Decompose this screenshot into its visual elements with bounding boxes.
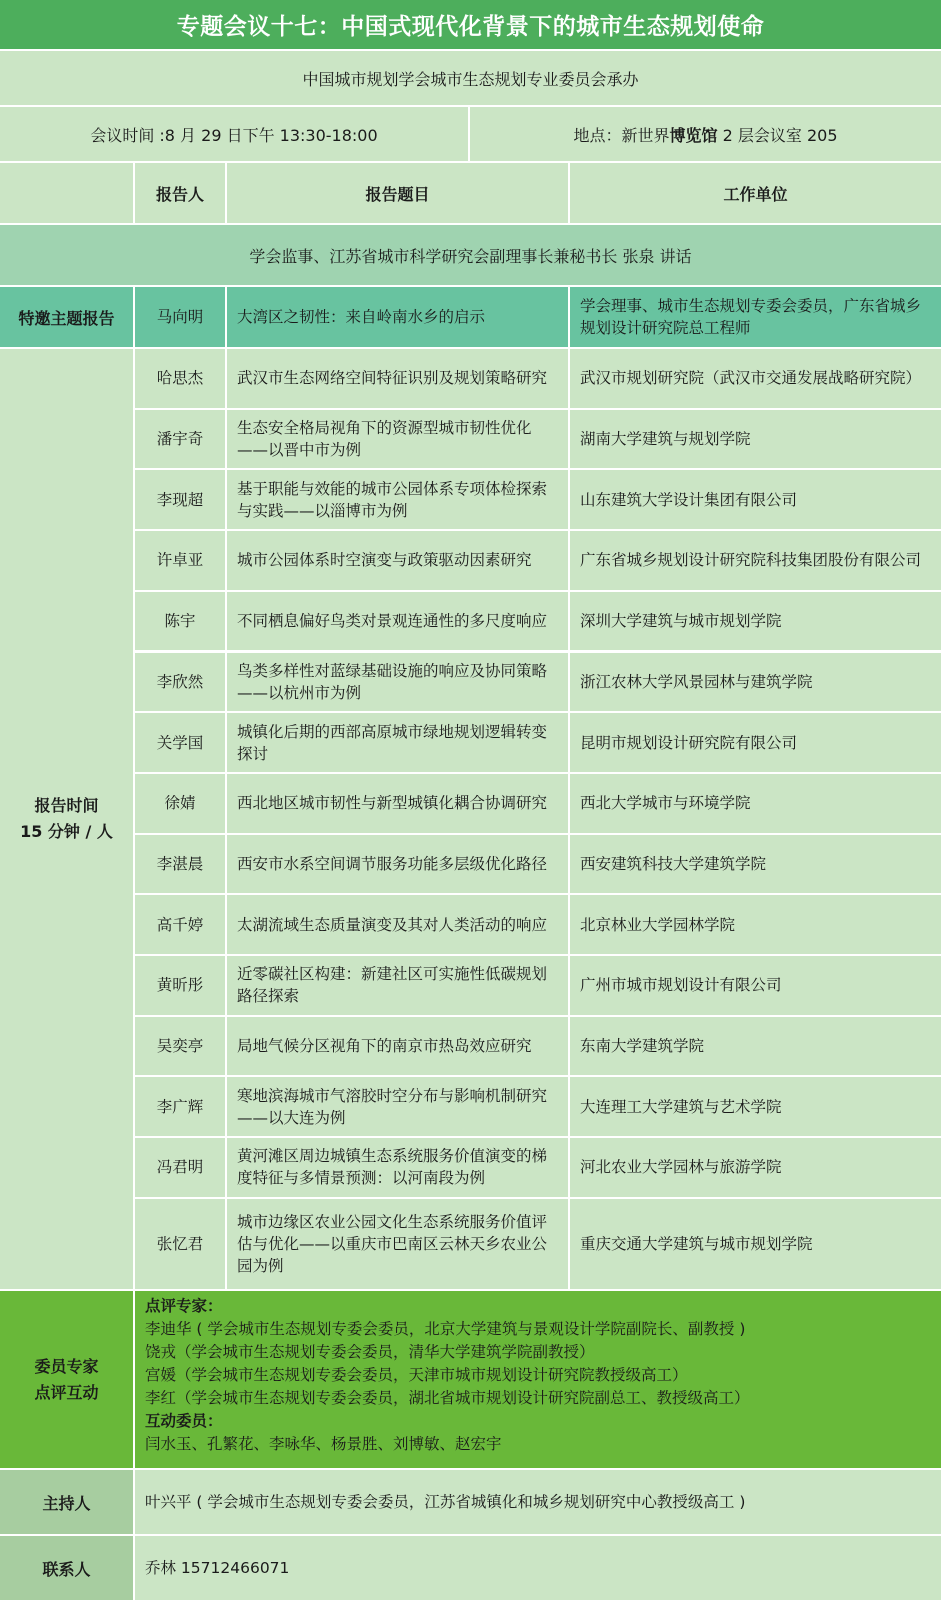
report-speaker-text: 陈宇 [164, 612, 196, 631]
report-speaker-text: 许卓亚 [156, 551, 204, 570]
expert-item: 宫媛（学会城市生态规划专委会委员，天津市城市规划设计研究院教授级高工） [145, 1366, 688, 1384]
organizer-text: 中国城市规划学会城市生态规划专业委员会承办 [302, 69, 639, 89]
experts-heading: 点评专家： [145, 1297, 223, 1315]
report-topic-text: 不同栖息偏好鸟类对景观连通性的多尺度响应 [237, 612, 548, 631]
page-title [0, 0, 941, 49]
report-speaker-text: 冯君明 [156, 1158, 204, 1177]
report-unit-text: 大连理工大学建筑与艺术学院 [580, 1097, 782, 1116]
report-speaker [135, 713, 225, 772]
report-speaker-text: 关学国 [156, 733, 204, 752]
report-speaker [135, 349, 225, 408]
keynote-topic-text: 大湾区之韧性：来自岭南水乡的启示 [237, 308, 486, 326]
review-label-line1: 委员专家 [34, 1356, 99, 1376]
keynote-label [0, 287, 133, 347]
report-topic [227, 956, 568, 1015]
meeting-location [470, 107, 941, 161]
meeting-time-text: 会议时间 :8 月 29 日下午 13:30-18:00 [90, 125, 378, 145]
report-unit [570, 349, 941, 408]
report-unit [570, 774, 941, 833]
report-topic [227, 1017, 568, 1076]
report-unit-text: 深圳大学建筑与城市规划学院 [580, 612, 782, 631]
review-label [0, 1291, 133, 1468]
report-speaker [135, 895, 225, 954]
report-speaker-text: 李广辉 [156, 1097, 204, 1116]
report-unit-text: 重庆交通大学建筑与城市规划学院 [580, 1234, 813, 1253]
report-speaker [135, 592, 225, 651]
report-unit-text: 东南大学建筑学院 [580, 1037, 705, 1056]
report-speaker-text: 潘宇奇 [156, 430, 204, 449]
report-unit [570, 1138, 941, 1197]
contact-value-text: 乔林 15712466071 [145, 1559, 290, 1577]
report-speaker [135, 1199, 225, 1289]
report-speaker [135, 1077, 225, 1136]
report-unit [570, 713, 941, 772]
report-topic [227, 835, 568, 894]
report-speaker-text: 李欣然 [156, 672, 204, 691]
report-topic [227, 410, 568, 469]
report-topic [227, 349, 568, 408]
report-speaker-text: 徐婧 [164, 794, 196, 813]
session-time-label [0, 349, 133, 1289]
report-topic-text: 武汉市生态网络空间特征识别及规划策略研究 [237, 369, 548, 388]
report-unit-text: 西北大学城市与环境学院 [580, 794, 751, 813]
report-topic [227, 592, 568, 651]
report-topic-text: 近零碳社区构建：新建社区可实施性低碳规划路径探索 [237, 965, 548, 1006]
report-unit-text: 西安建筑科技大学建筑学院 [580, 854, 767, 873]
report-unit [570, 653, 941, 712]
keynote-topic [227, 287, 568, 347]
opening-speech-text: 学会监事、江苏省城市科学研究会副理事长兼秘书长 张泉 讲话 [249, 246, 692, 266]
review-content [135, 1291, 941, 1468]
meeting-location-text [573, 123, 837, 146]
report-topic-text: 西安市水系空间调节服务功能多层级优化路径 [237, 854, 548, 873]
header-unit [570, 163, 941, 223]
host-label [0, 1470, 133, 1534]
report-unit-text: 河北农业大学园林与旅游学院 [580, 1158, 782, 1177]
report-speaker [135, 835, 225, 894]
report-speaker [135, 1138, 225, 1197]
report-unit-text: 湖南大学建筑与规划学院 [580, 430, 751, 449]
report-unit [570, 895, 941, 954]
report-speaker [135, 956, 225, 1015]
report-topic [227, 713, 568, 772]
report-topic-text: 太湖流域生态质量演变及其对人类活动的响应 [237, 915, 548, 934]
report-speaker-text: 李现超 [156, 490, 204, 509]
report-topic-text: 局地气候分区视角下的南京市热岛效应研究 [237, 1037, 532, 1056]
keynote-unit-text: 学会理事、城市生态规划专委会委员，广东省城乡规划设计研究院总工程师 [580, 297, 922, 337]
report-topic-text: 城市边缘区农业公园文化生态系统服务价值评估与优化——以重庆市巴南区云林天乡农业公园为例 [237, 1212, 548, 1275]
header-unit-text: 工作单位 [723, 184, 788, 204]
report-unit-text: 广州市城市规划设计有限公司 [580, 976, 782, 995]
report-unit [570, 470, 941, 529]
contact-value [135, 1536, 941, 1600]
header-speaker-text: 报告人 [155, 184, 204, 204]
report-unit-text: 广东省城乡规划设计研究院科技集团股份有限公司 [580, 551, 922, 570]
keynote-speaker-text: 马向明 [156, 308, 204, 326]
meeting-time [0, 107, 468, 161]
report-unit-text: 武汉市规划研究院（武汉市交通发展战略研究院） [580, 369, 922, 388]
organizer-row [0, 51, 941, 105]
report-topic [227, 895, 568, 954]
report-topic-text: 鸟类多样性对蓝绿基础设施的响应及协同策略——以杭州市为例 [237, 661, 548, 702]
header-topic-text: 报告题目 [365, 184, 430, 204]
report-unit-text: 山东建筑大学设计集团有限公司 [580, 490, 798, 509]
host-value [135, 1470, 941, 1534]
report-topic-text: 寒地滨海城市气溶胶时空分布与影响机制研究——以大连为例 [237, 1086, 548, 1127]
report-speaker-text: 吴奕亭 [156, 1037, 204, 1056]
report-topic-text: 基于职能与效能的城市公园体系专项体检探索与实践——以淄博市为例 [237, 479, 548, 520]
expert-item: 李红（学会城市生态规划专委会委员，湖北省城市规划设计研究院副总工、教授级高工） [145, 1389, 750, 1407]
contact-label-text: 联系人 [42, 1559, 91, 1579]
header-blank [0, 163, 133, 223]
opening-speech [0, 225, 941, 285]
report-unit-text: 浙江农林大学风景园林与建筑学院 [580, 672, 813, 691]
contact-label [0, 1536, 133, 1600]
report-unit [570, 592, 941, 651]
report-topic [227, 531, 568, 590]
report-unit-text: 昆明市规划设计研究院有限公司 [580, 733, 798, 752]
keynote-label-text: 特邀主题报告 [18, 308, 115, 328]
session-label-line2: 15 分钟 / 人 [20, 822, 113, 841]
report-topic [227, 653, 568, 712]
report-unit-text: 北京林业大学园林学院 [580, 915, 736, 934]
report-topic-text: 西北地区城市韧性与新型城镇化耦合协调研究 [237, 794, 548, 813]
report-speaker-text: 哈思杰 [156, 369, 204, 388]
session-label-line1: 报告时间 [34, 796, 99, 815]
report-unit [570, 531, 941, 590]
host-label-text: 主持人 [42, 1493, 91, 1513]
report-topic [227, 774, 568, 833]
report-topic [227, 1199, 568, 1289]
location-venue: 博览馆 [669, 125, 718, 145]
host-value-text: 叶兴平 ( 学会城市生态规划专委会委员，江苏省城镇化和城乡规划研究中心教授级高工 ) [145, 1493, 746, 1511]
review-label-line2: 点评互动 [34, 1382, 99, 1402]
report-unit [570, 410, 941, 469]
members-list: 闫水玉、孔繁花、李咏华、杨景胜、刘博敏、赵宏宇 [145, 1435, 502, 1453]
report-topic [227, 1138, 568, 1197]
expert-item: 饶戎（学会城市生态规划专委会委员，清华大学建筑学院副教授） [145, 1343, 595, 1361]
location-room: 2 层会议室 205 [717, 125, 838, 145]
report-unit [570, 956, 941, 1015]
report-speaker [135, 774, 225, 833]
report-speaker [135, 1017, 225, 1076]
report-topic [227, 470, 568, 529]
header-topic [227, 163, 568, 223]
report-topic [227, 1077, 568, 1136]
report-speaker [135, 653, 225, 712]
keynote-unit [570, 287, 941, 347]
report-speaker-text: 黄昕彤 [156, 976, 204, 995]
report-unit [570, 1017, 941, 1076]
report-topic-text: 黄河滩区周边城镇生态系统服务价值演变的梯度特征与多情景预测：以河南段为例 [237, 1147, 548, 1188]
report-speaker-text: 李湛晨 [156, 854, 204, 873]
report-unit [570, 835, 941, 894]
report-unit [570, 1077, 941, 1136]
report-topic-text: 生态安全格局视角下的资源型城市韧性优化——以晋中市为例 [237, 419, 532, 460]
report-topic-text: 城镇化后期的西部高原城市绿地规划逻辑转变探讨 [237, 722, 548, 763]
report-unit [570, 1199, 941, 1289]
report-topic-text: 城市公园体系时空演变与政策驱动因素研究 [237, 551, 532, 570]
expert-item: 李迪华 ( 学会城市生态规划专委会委员，北京大学建筑与景观设计学院副院长、副教授 ) [145, 1320, 746, 1338]
keynote-speaker [135, 287, 225, 347]
location-prefix: 地点：新世界 [573, 125, 670, 145]
report-speaker-text: 高千婷 [156, 915, 204, 934]
members-heading: 互动委员： [145, 1412, 223, 1430]
header-speaker [135, 163, 225, 223]
report-speaker [135, 470, 225, 529]
page-title-text: 专题会议十七：中国式现代化背景下的城市生态规划使命 [176, 14, 765, 40]
report-speaker [135, 531, 225, 590]
report-speaker-text: 张忆君 [156, 1234, 204, 1253]
report-speaker [135, 410, 225, 469]
